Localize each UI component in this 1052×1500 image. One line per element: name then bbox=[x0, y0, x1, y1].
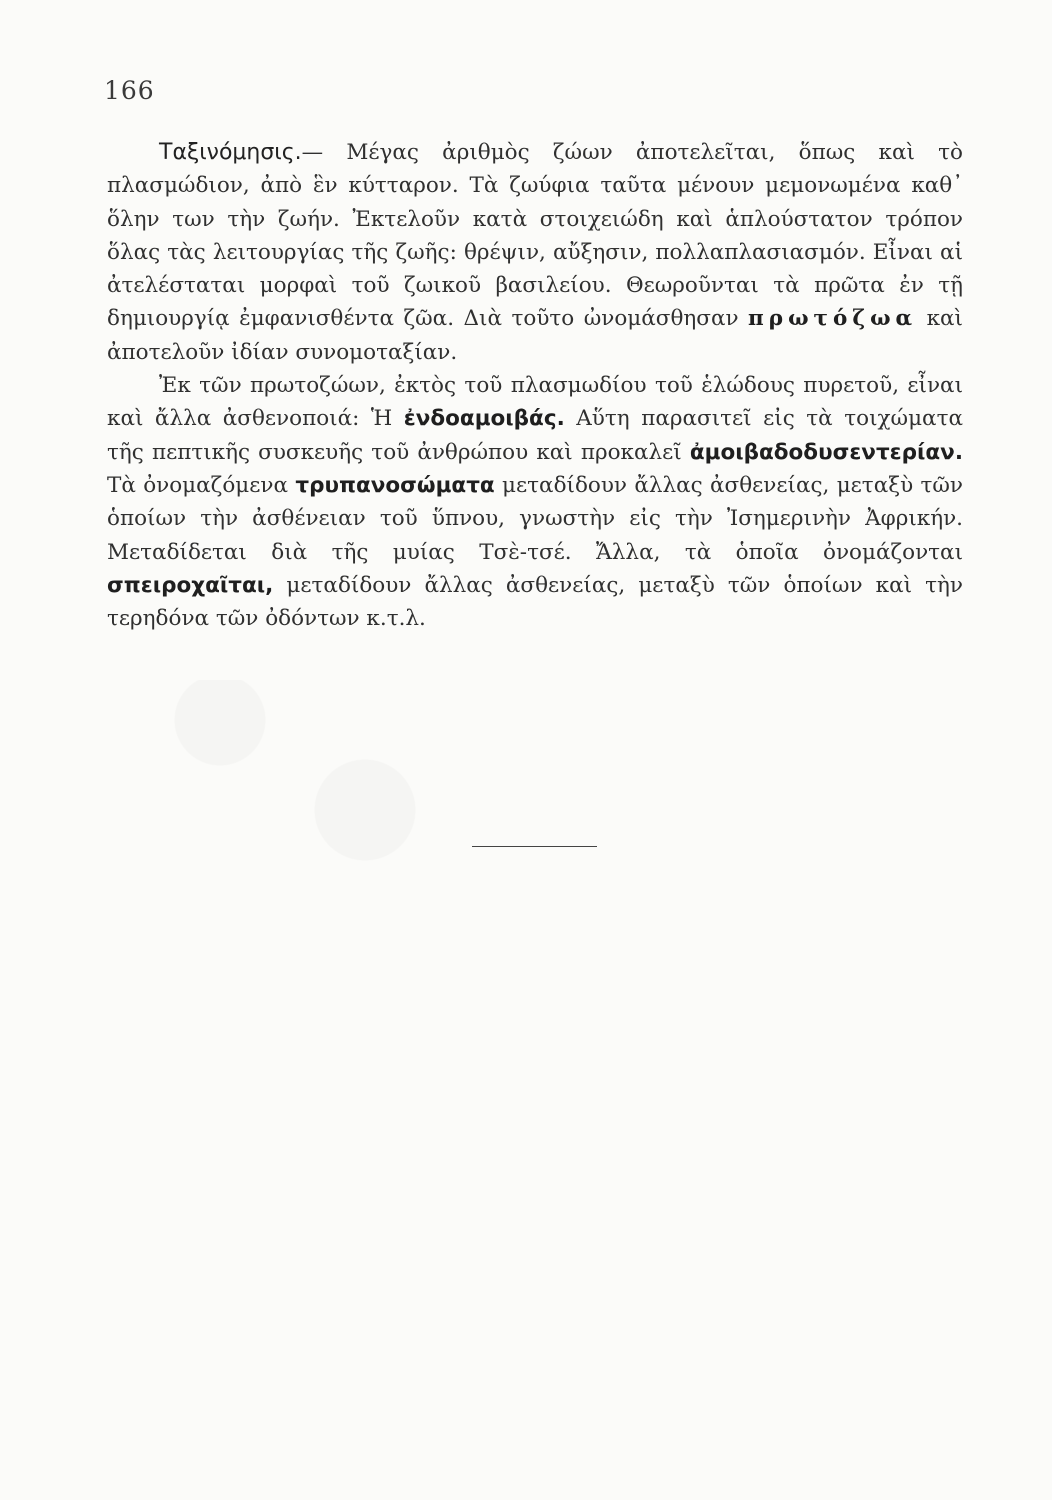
page-number: 166 bbox=[104, 76, 155, 105]
paragraph-text: μεταδίδουν ἄλλας ἀσθενείας, μεταξὺ τῶν ὁποίων τὴν ἀσθένειαν τοῦ ὕπνου, γνωστὴν εἰς τὴν Ἰσημερινὴν Ἀφρικήν. Μεταδίδεται διὰ τῆς μυίας Τσὲ-τσέ. Ἄλλα, τὰ ὁποῖα ὀνομάζονται bbox=[107, 472, 963, 565]
term-protozoa: πρωτόζωα bbox=[748, 306, 918, 332]
paragraph-pathogens bbox=[107, 369, 963, 635]
paragraph-text: Ἐκ τῶν πρωτοζώων, ἐκτὸς τοῦ πλασμωδίου τοῦ ἑλώδους πυρετοῦ, εἶναι καὶ ἄλλα ἀσθενοποιά: Ἡ bbox=[107, 373, 963, 432]
show-through-stains bbox=[120, 680, 1020, 1280]
footnote-divider bbox=[472, 846, 597, 847]
paragraph-taxonomy bbox=[107, 136, 963, 369]
body-text bbox=[107, 136, 963, 635]
paragraph-text: Αὕτη παρασιτεῖ εἰς τὰ τοιχώματα τῆς πεπτικῆς συσκευῆς τοῦ ἀνθρώπου καὶ προκαλεῖ bbox=[107, 406, 963, 465]
term-trypanosomes: τρυπανοσώματα bbox=[295, 472, 495, 498]
paragraph-text: Τὰ ὀνομαζόμενα bbox=[107, 472, 296, 498]
paragraph-text: — Μέγας ἀριθμὸς ζώων ἀποτελεῖται, ὅπως καὶ τὸ πλασμώδιον, ἀπὸ ἓν κύτταρον. Τὰ ζωύφια ταῦτα μένουν μεμονωμένα καθ᾽ ὅλην των τὴν ζωήν. Ἐκτελοῦν κατὰ στοιχειώδη καὶ ἁπλούστατον τρόπον ὅλας τὰς λειτουργίας τῆς ζωῆς: θρέψιν, αὔξησιν, πολλαπλασιασμόν. Εἶναι αἱ ἀτελέσταται μορφαὶ τοῦ ζωικοῦ βασιλείου. Θεωροῦνται τὰ πρῶτα ἐν τῇ δημιουργίᾳ ἐμφανισθέντα ζῶα. Διὰ τοῦτο ὠνομάσθησαν bbox=[107, 140, 963, 332]
paragraph-text: καὶ ἀποτελοῦν ἰδίαν συνομοταξίαν. bbox=[107, 306, 963, 365]
paragraph-text: μεταδίδουν ἄλλας ἀσθενείας, μεταξὺ τῶν ὁποίων καὶ τὴν τερηδόνα τῶν ὀδόντων κ.τ.λ. bbox=[107, 572, 963, 632]
section-heading: Ταξινόμησις. bbox=[159, 140, 302, 165]
term-spirochetes: σπειροχαῖται, bbox=[107, 572, 274, 598]
term-amoebic-dysentery: ἀμοιβαδοδυσεντερίαν. bbox=[689, 439, 963, 465]
term-entamoeba: ἐνδοαμοιβάς. bbox=[403, 406, 565, 432]
